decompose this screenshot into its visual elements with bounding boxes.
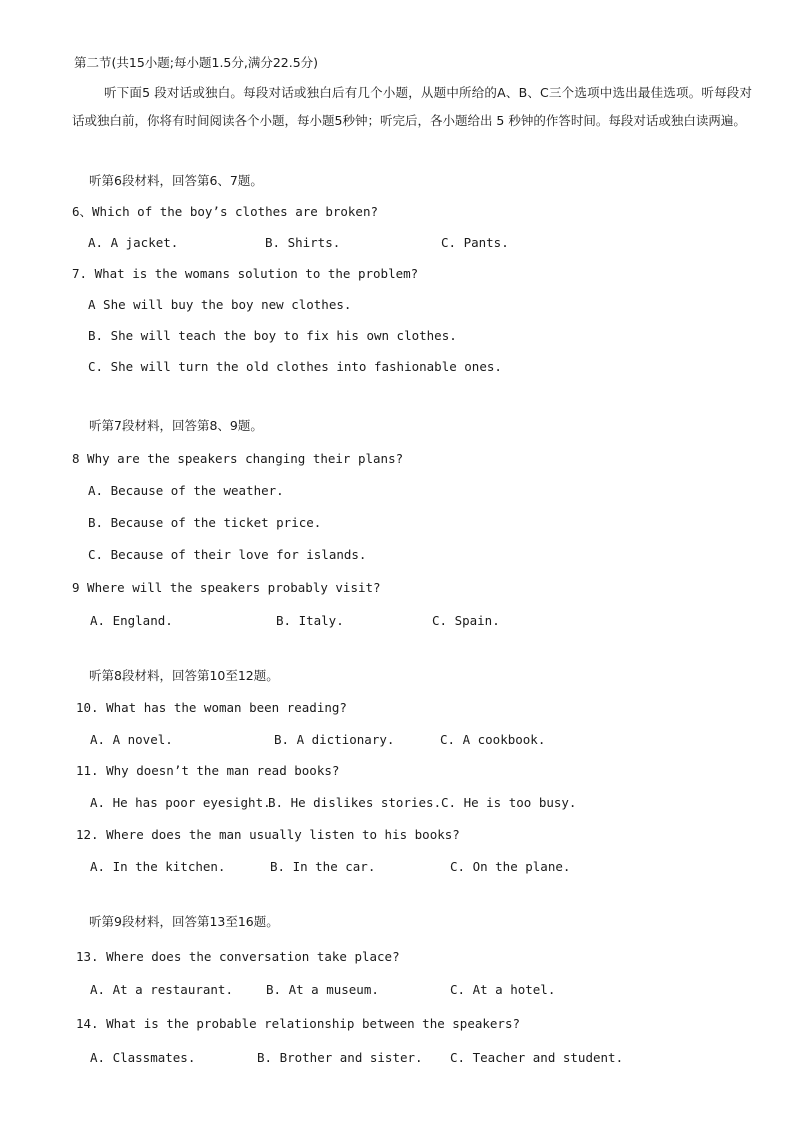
question-10-stem: 10. What has the woman been reading? <box>76 700 347 715</box>
question-8-option-b: B. Because of the ticket price. <box>88 515 322 530</box>
question-6-option-b: B. Shirts. <box>265 235 341 250</box>
question-9-option-c: C. Spain. <box>432 613 500 628</box>
question-6-option-c: C. Pants. <box>441 235 509 250</box>
question-7-option-c: C. She will turn the old clothes into fashionable ones. <box>88 359 502 374</box>
question-7-option-b: B. She will teach the boy to fix his own clothes. <box>88 328 457 343</box>
instructions-paragraph: 听下面5 段对话或独白。每段对话或独白后有几个小题，从题中所给的A、B、C三个选项中选出最佳选项。听每段对话或独白前，你将有时间阅读各个小题，每小题5秒钟；听完后，各小题给出 5 秒钟的作答时间。每段对话或独白读两遍。 <box>72 85 752 128</box>
question-9-stem: 9 Where will the speakers probably visit? <box>72 580 381 595</box>
section-header: 第二节(共15小题;每小题1.5分,满分22.5分) <box>74 55 319 70</box>
question-12-stem: 12. Where does the man usually listen to his books? <box>76 827 460 842</box>
question-14-stem: 14. What is the probable relationship between the speakers? <box>76 1016 521 1031</box>
question-10-option-b: B. A dictionary. <box>274 732 395 747</box>
group-label-6: 听第6段材料，回答第6、7题。 <box>89 173 263 188</box>
question-11-option-b: B. He dislikes stories. <box>268 795 442 810</box>
question-8-option-c: C. Because of their love for islands. <box>88 547 367 562</box>
question-10-option-a: A. A novel. <box>90 732 173 747</box>
question-14-option-b: B. Brother and sister. <box>257 1050 423 1065</box>
question-12-option-a: A. In the kitchen. <box>90 859 226 874</box>
question-13-option-b: B. At a museum. <box>266 982 379 997</box>
question-11-stem: 11. Why doesn’t the man read books? <box>76 763 340 778</box>
group-label-8: 听第8段材料，回答第10至12题。 <box>89 668 279 683</box>
question-9-option-a: A. England. <box>90 613 173 628</box>
question-12-option-c: C. On the plane. <box>450 859 571 874</box>
group-label-7: 听第7段材料，回答第8、9题。 <box>89 418 263 433</box>
question-9-option-b: B. Italy. <box>276 613 344 628</box>
question-13-option-c: C. At a hotel. <box>450 982 556 997</box>
question-7-option-a: A She will buy the boy new clothes. <box>88 297 352 312</box>
question-8-stem: 8 Why are the speakers changing their plans? <box>72 451 404 466</box>
question-14-option-a: A. Classmates. <box>90 1050 196 1065</box>
question-13-option-a: A. At a restaurant. <box>90 982 233 997</box>
question-14-option-c: C. Teacher and student. <box>450 1050 624 1065</box>
group-label-9: 听第9段材料，回答第13至16题。 <box>89 914 279 929</box>
question-11-option-a: A. He has poor eyesight. <box>90 795 271 810</box>
question-10-option-c: C. A cookbook. <box>440 732 546 747</box>
question-12-option-b: B. In the car. <box>270 859 376 874</box>
question-13-stem: 13. Where does the conversation take place? <box>76 949 400 964</box>
question-8-option-a: A. Because of the weather. <box>88 483 284 498</box>
question-6-stem: 6、Which of the boy’s clothes are broken? <box>72 204 378 219</box>
question-7-stem: 7. What is the womans solution to the problem? <box>72 266 419 281</box>
question-11-option-c: C. He is too busy. <box>441 795 577 810</box>
question-6-option-a: A. A jacket. <box>88 235 179 250</box>
